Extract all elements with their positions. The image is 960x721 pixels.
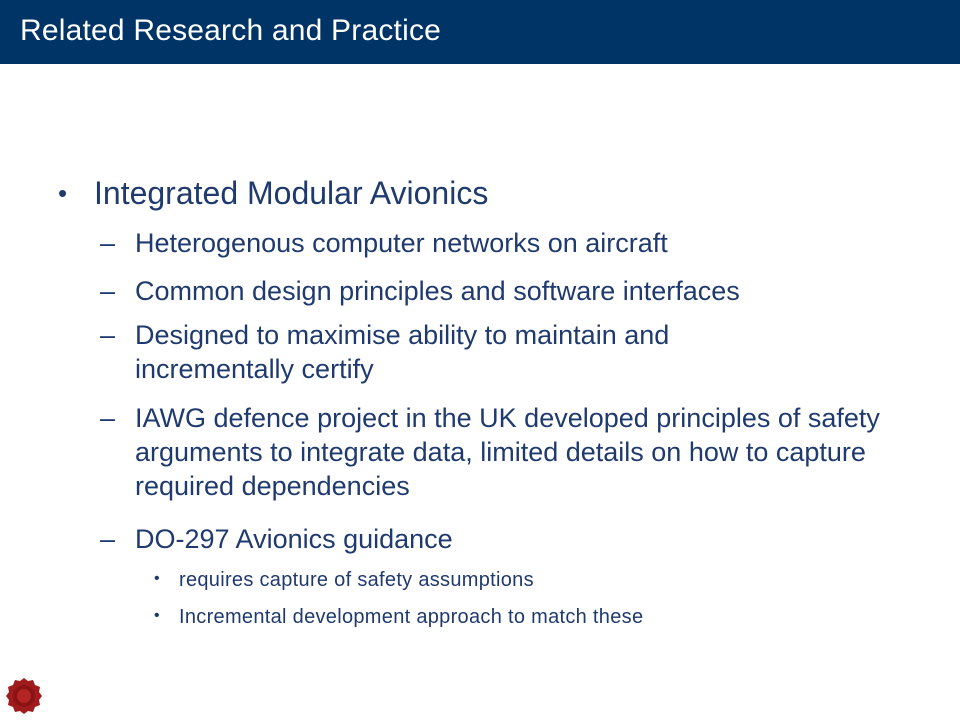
sub-bullet-text: Designed to maximise ability to maintain and incrementally certify <box>135 320 670 384</box>
sub-bullet-text: DO-297 Avionics guidance <box>135 524 453 554</box>
bullet-marker: • <box>58 178 68 208</box>
dash-marker: – <box>100 276 116 306</box>
dash-marker: – <box>100 228 116 258</box>
bullet-text: Integrated Modular Avionics <box>94 175 489 211</box>
sub-sub-bullet-text: requires capture of safety assumptions <box>179 569 534 591</box>
sub-sub-bullet-text: Incremental development approach to match these <box>179 606 644 628</box>
dash-marker: – <box>100 403 116 433</box>
bullet-marker: • <box>154 570 160 587</box>
sub-bullet-text: Heterogenous computer networks on aircraft <box>135 228 668 258</box>
title-bar <box>0 0 960 64</box>
dash-marker: – <box>100 320 116 350</box>
bullet-marker: • <box>154 607 160 624</box>
sub-bullet-text: IAWG defence project in the UK developed principles of safety arguments to integrate data, limited details on how to capture required dependencies <box>135 403 880 501</box>
sub-bullet-text: Common design principles and software interfaces <box>135 276 740 306</box>
dash-marker: – <box>100 524 116 554</box>
slide-title: Related Research and Practice <box>20 14 442 47</box>
seal-logo-icon <box>4 676 44 716</box>
